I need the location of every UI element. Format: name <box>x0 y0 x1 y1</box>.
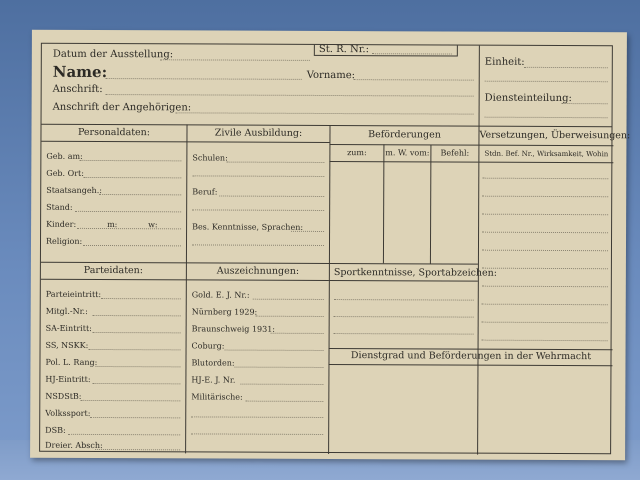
ss-nskk-line[interactable] <box>89 349 181 350</box>
dsb-line[interactable] <box>68 434 180 435</box>
dsb-label: DSB: <box>45 425 66 435</box>
angehoerige-label: Anschrift der Angehörigen: <box>52 101 192 114</box>
nuernberg-line[interactable] <box>256 316 324 317</box>
ss-nskk-label: SS, NSKK: <box>45 340 89 350</box>
geb-ort-label: Geb. Ort: <box>46 168 84 178</box>
versetzungen-line-6[interactable] <box>482 268 608 270</box>
parteieintritt-line[interactable] <box>101 298 181 299</box>
diensteinteilung-line[interactable] <box>562 103 608 104</box>
sport-header-line <box>329 280 478 282</box>
gold-ej-line[interactable] <box>253 299 324 300</box>
st-nr-box-right <box>457 46 458 56</box>
anschrift-label: Anschrift: <box>52 83 103 96</box>
wehrmacht-title: Dienstgrad und Beförderungen in der Wehrmacht <box>350 350 592 363</box>
col-divider-1 <box>185 124 187 453</box>
pol-rang-line[interactable] <box>95 366 180 367</box>
hj-ej-line[interactable] <box>240 384 323 385</box>
versetzungen-line-5[interactable] <box>482 250 608 252</box>
diensteinteilung-line-2[interactable] <box>485 117 608 119</box>
name-line[interactable] <box>106 78 302 80</box>
religion-label: Religion: <box>45 236 83 246</box>
blutorden-label: Blutorden: <box>191 358 235 368</box>
hj-eintritt-label: HJ-Eintritt: <box>45 374 91 384</box>
stand-line[interactable] <box>75 211 181 212</box>
personal-zivile-header-line <box>41 141 329 143</box>
einheit-line[interactable] <box>524 67 608 68</box>
einheit-label: Einheit: <box>484 56 525 68</box>
militaerische-line[interactable] <box>245 401 323 402</box>
name-label: Name: <box>52 62 108 82</box>
versetzungen-title: Versetzungen, Überweisungen: <box>479 129 631 142</box>
sa-eintritt-line[interactable] <box>93 332 181 333</box>
militaerische-line-3[interactable] <box>191 433 323 435</box>
sport-line-3[interactable] <box>334 333 474 335</box>
bef-col-befehl: Befehl: <box>440 148 470 158</box>
wehrmacht-header-line <box>328 364 612 366</box>
pol-rang-label: Pol. L. Rang: <box>45 357 98 367</box>
hj-eintritt-line[interactable] <box>92 383 180 384</box>
volkssport-line[interactable] <box>90 417 180 418</box>
versetzungen-subheader-line <box>478 162 613 164</box>
auszeichnungen-title: Auszeichnungen: <box>216 265 300 277</box>
absch-label: Dreier. Absch: <box>45 440 103 451</box>
nsdstb-line[interactable] <box>80 400 180 401</box>
parteidaten-title: Parteidaten: <box>83 264 143 277</box>
kenntnisse-line[interactable] <box>291 231 324 232</box>
schulen-line[interactable] <box>226 162 324 163</box>
befoerderungen-header-line <box>329 144 478 146</box>
kinder-label: Kinder: <box>46 219 77 229</box>
versetzungen-line-4[interactable] <box>482 232 608 234</box>
anschrift-line[interactable] <box>106 94 474 97</box>
staatsangeh-line[interactable] <box>99 194 181 195</box>
geb-am-line[interactable] <box>79 160 181 161</box>
gold-ej-label: Gold. E. J. Nr.: <box>191 290 250 300</box>
befoerderungen-title: Beförderungen <box>368 129 441 141</box>
parteieintritt-label: Parteieintritt: <box>45 289 102 300</box>
nuernberg-label: Nürnberg 1929: <box>191 307 258 317</box>
mitgl-nr-label: Mitgl.-Nr.: <box>45 306 88 316</box>
braunschweig-line[interactable] <box>271 333 324 334</box>
col-divider-2 <box>328 125 330 454</box>
einheit-line-2[interactable] <box>485 81 608 83</box>
sa-eintritt-label: SA-Eintritt: <box>45 323 92 333</box>
diensteinteilung-label: Diensteinteilung: <box>484 92 572 105</box>
card-frame <box>39 43 631 454</box>
geb-ort-line[interactable] <box>83 177 181 178</box>
angehoerige-line[interactable] <box>176 112 474 114</box>
hj-ej-label: HJ-E. J. Nr. <box>191 375 236 385</box>
vorname-line[interactable] <box>354 79 474 81</box>
absch-line[interactable] <box>95 449 180 450</box>
bef-col-zum: zum: <box>347 148 367 158</box>
versetzungen-line-9[interactable] <box>482 322 608 324</box>
blutorden-line[interactable] <box>234 367 323 368</box>
sport-title: Sportkenntnisse, Sportabzeichen: <box>333 267 498 279</box>
beruf-line[interactable] <box>219 196 324 197</box>
versetzungen-subtitle: Stdn. Bef. Nr., Wirksamkeit, Wohin <box>484 149 609 159</box>
sport-line-2[interactable] <box>334 316 474 318</box>
militaerische-label: Militärische: <box>191 392 243 402</box>
datum-label: Datum der Ausstellung: <box>52 48 174 61</box>
staatsangeh-label: Staatsangeh.: <box>46 185 102 196</box>
religion-line[interactable] <box>83 245 181 246</box>
versetzungen-line-2[interactable] <box>482 196 608 198</box>
kinder-m-label: m: <box>107 220 118 230</box>
versetzungen-line-1[interactable] <box>482 178 608 180</box>
schulen-label: Schulen: <box>192 153 228 163</box>
militaerische-line-2[interactable] <box>191 416 323 418</box>
coburg-label: Coburg: <box>191 341 225 351</box>
personnel-record-card <box>30 30 631 461</box>
sport-line-1[interactable] <box>334 299 474 301</box>
kenntnisse-label: Bes. Kenntnisse, Sprachen: <box>192 222 304 232</box>
beruf-label: Beruf: <box>192 187 218 197</box>
coburg-line[interactable] <box>225 350 324 351</box>
kinder-w-label: w: <box>148 220 158 230</box>
right-column-divider <box>477 46 480 455</box>
personaldaten-title: Personaldaten: <box>77 126 151 139</box>
vorname-label: Vorname: <box>306 69 356 82</box>
st-nr-box-bottom <box>314 55 458 57</box>
befoerderungen-subheader-line <box>329 161 478 163</box>
versetzungen-header-line <box>478 145 613 147</box>
st-nr-box-left <box>314 45 315 55</box>
mitgl-nr-line[interactable] <box>93 315 181 316</box>
bef-col-vom: m. W. vom: <box>385 148 430 158</box>
versetzungen-line-8[interactable] <box>482 304 608 306</box>
stand-label: Stand: <box>46 202 73 212</box>
datum-line[interactable] <box>160 59 310 61</box>
braunschweig-label: Braunschweig 1931: <box>191 324 276 334</box>
kinder-line[interactable] <box>77 228 181 229</box>
geb-am-label: Geb. am: <box>46 151 83 161</box>
versetzungen-line-3[interactable] <box>482 214 608 216</box>
schulen-line-2[interactable] <box>192 175 324 177</box>
versetzungen-line-7[interactable] <box>482 286 608 288</box>
kenntnisse-line-2[interactable] <box>192 244 324 246</box>
st-nr-label: St. R. Nr.: <box>318 43 369 56</box>
nsdstb-label: NSDStB: <box>45 391 82 401</box>
versetzungen-line-10[interactable] <box>482 340 608 342</box>
beruf-line-2[interactable] <box>192 209 324 211</box>
zivile-title: Zivile Ausbildung: <box>214 127 303 139</box>
volkssport-label: Volkssport: <box>45 408 91 418</box>
